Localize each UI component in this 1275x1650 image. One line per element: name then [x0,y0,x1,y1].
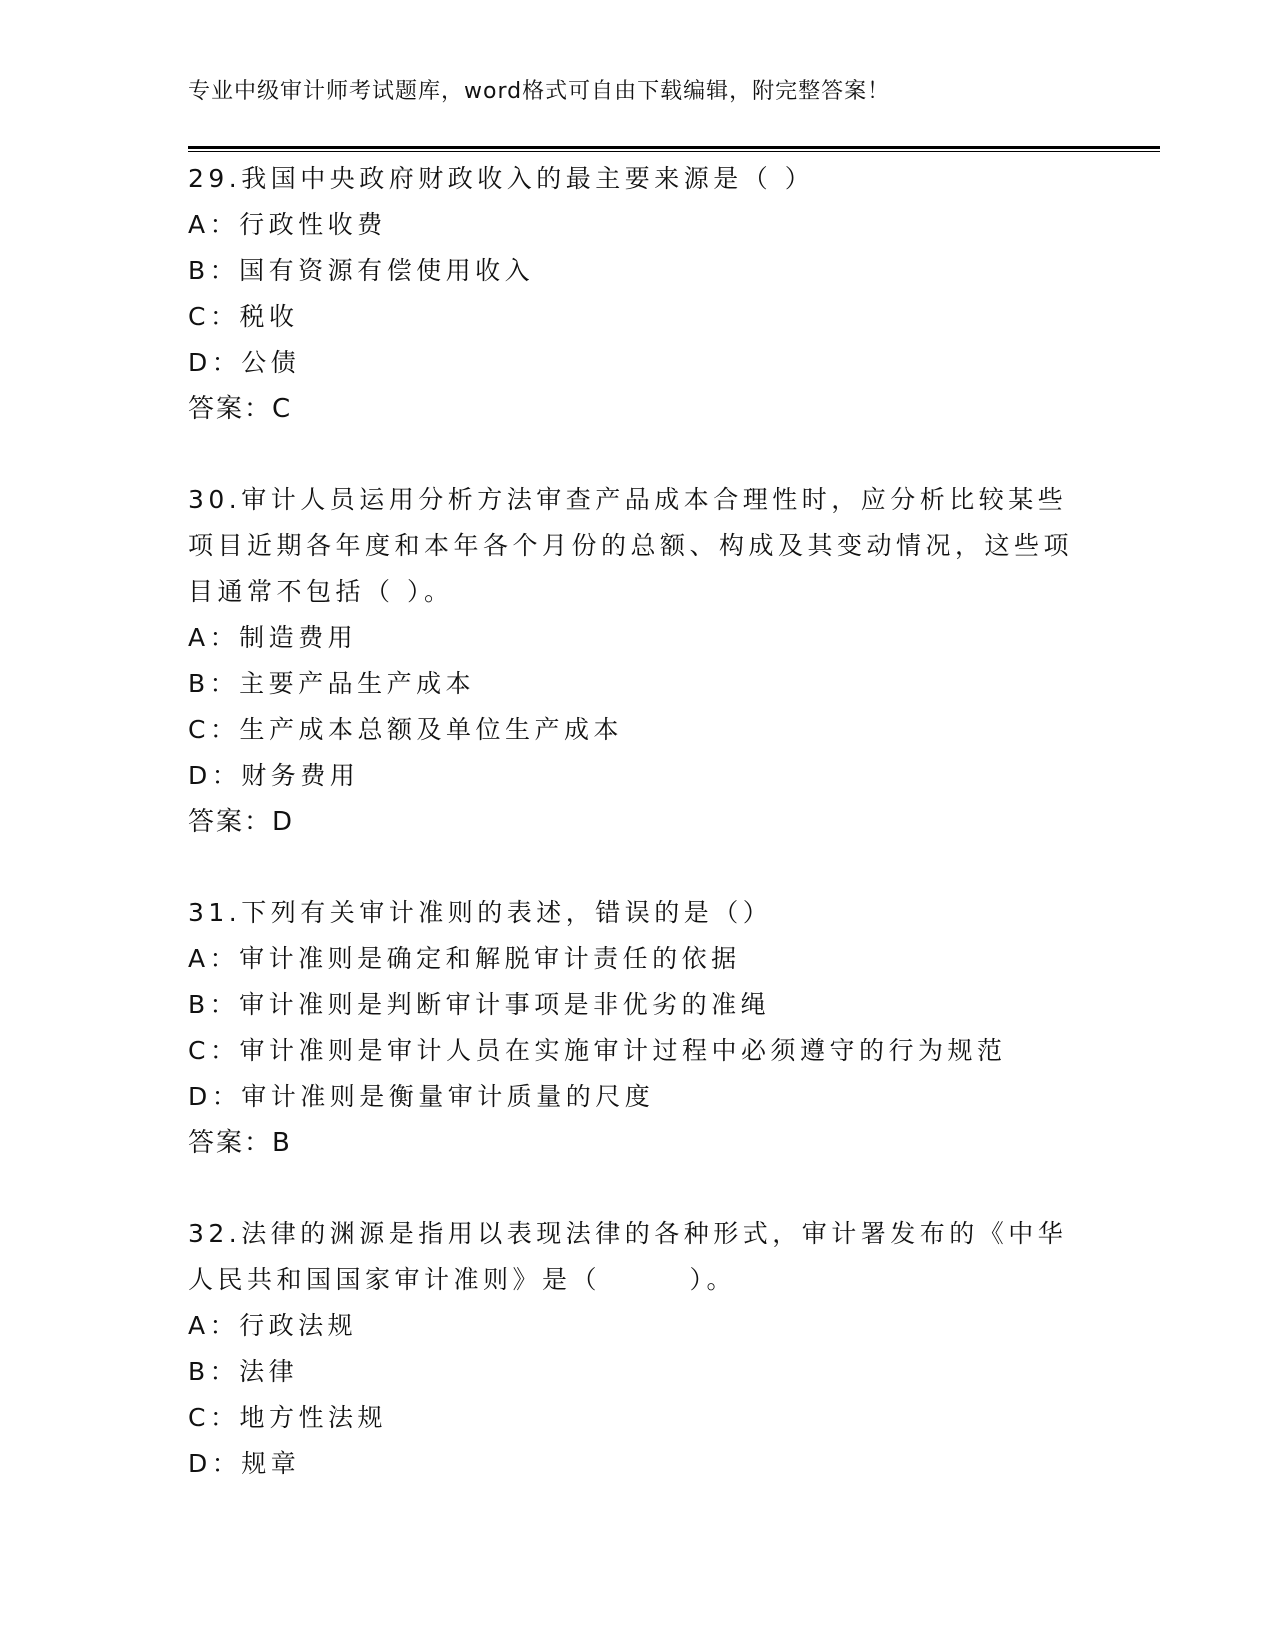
option-b: B：法律 [188,1357,299,1386]
option-c: C：审计准则是审计人员在实施审计过程中必须遵守的行为规范 [188,1036,1007,1065]
question-stem: 30.审计人员运用分析方法审查产品成本合理性时，应分析比较某些项目近期各年度和本年各个月份的总额、构成及其变动情况，这些项目通常不包括（ ）。 [188,485,1074,606]
question-29 [188,156,1088,432]
answer: 答案：D [188,807,295,837]
option-c: C：生产成本总额及单位生产成本 [188,715,623,744]
answer: 答案：C [188,394,293,424]
question-stem: 31.下列有关审计准则的表述，错误的是（） [188,898,773,927]
option-b: B：国有资源有偿使用收入 [188,256,535,285]
question-stem: 32.法律的渊源是指用以表现法律的各种形式，审计署发布的《中华人民共和国国家审计准则》是（ ）。 [188,1219,1068,1294]
question-30 [188,477,1088,845]
page-header: 专业中级审计师考试题库，word格式可自由下载编辑，附完整答案！ [188,79,891,104]
option-d: D：公债 [188,348,301,377]
question-32 [188,1211,1088,1487]
option-c: C：地方性法规 [188,1403,387,1432]
question-stem: 29.我国中央政府财政收入的最主要来源是（ ） [188,164,815,193]
option-c: C：税收 [188,302,299,331]
option-d: D：审计准则是衡量审计质量的尺度 [188,1082,655,1111]
option-a: A：制造费用 [188,623,358,652]
option-a: A：行政法规 [188,1311,358,1340]
option-b: B：主要产品生产成本 [188,669,476,698]
question-31 [188,890,1088,1166]
question-list [188,156,1088,1532]
header-divider [188,146,1160,152]
answer: 答案：B [188,1128,292,1158]
option-b: B：审计准则是判断审计事项是非优劣的准绳 [188,990,771,1019]
option-d: D：财务费用 [188,761,360,790]
option-a: A：行政性收费 [188,210,387,239]
option-d: D：规章 [188,1449,301,1478]
option-a: A：审计准则是确定和解脱审计责任的依据 [188,944,741,973]
